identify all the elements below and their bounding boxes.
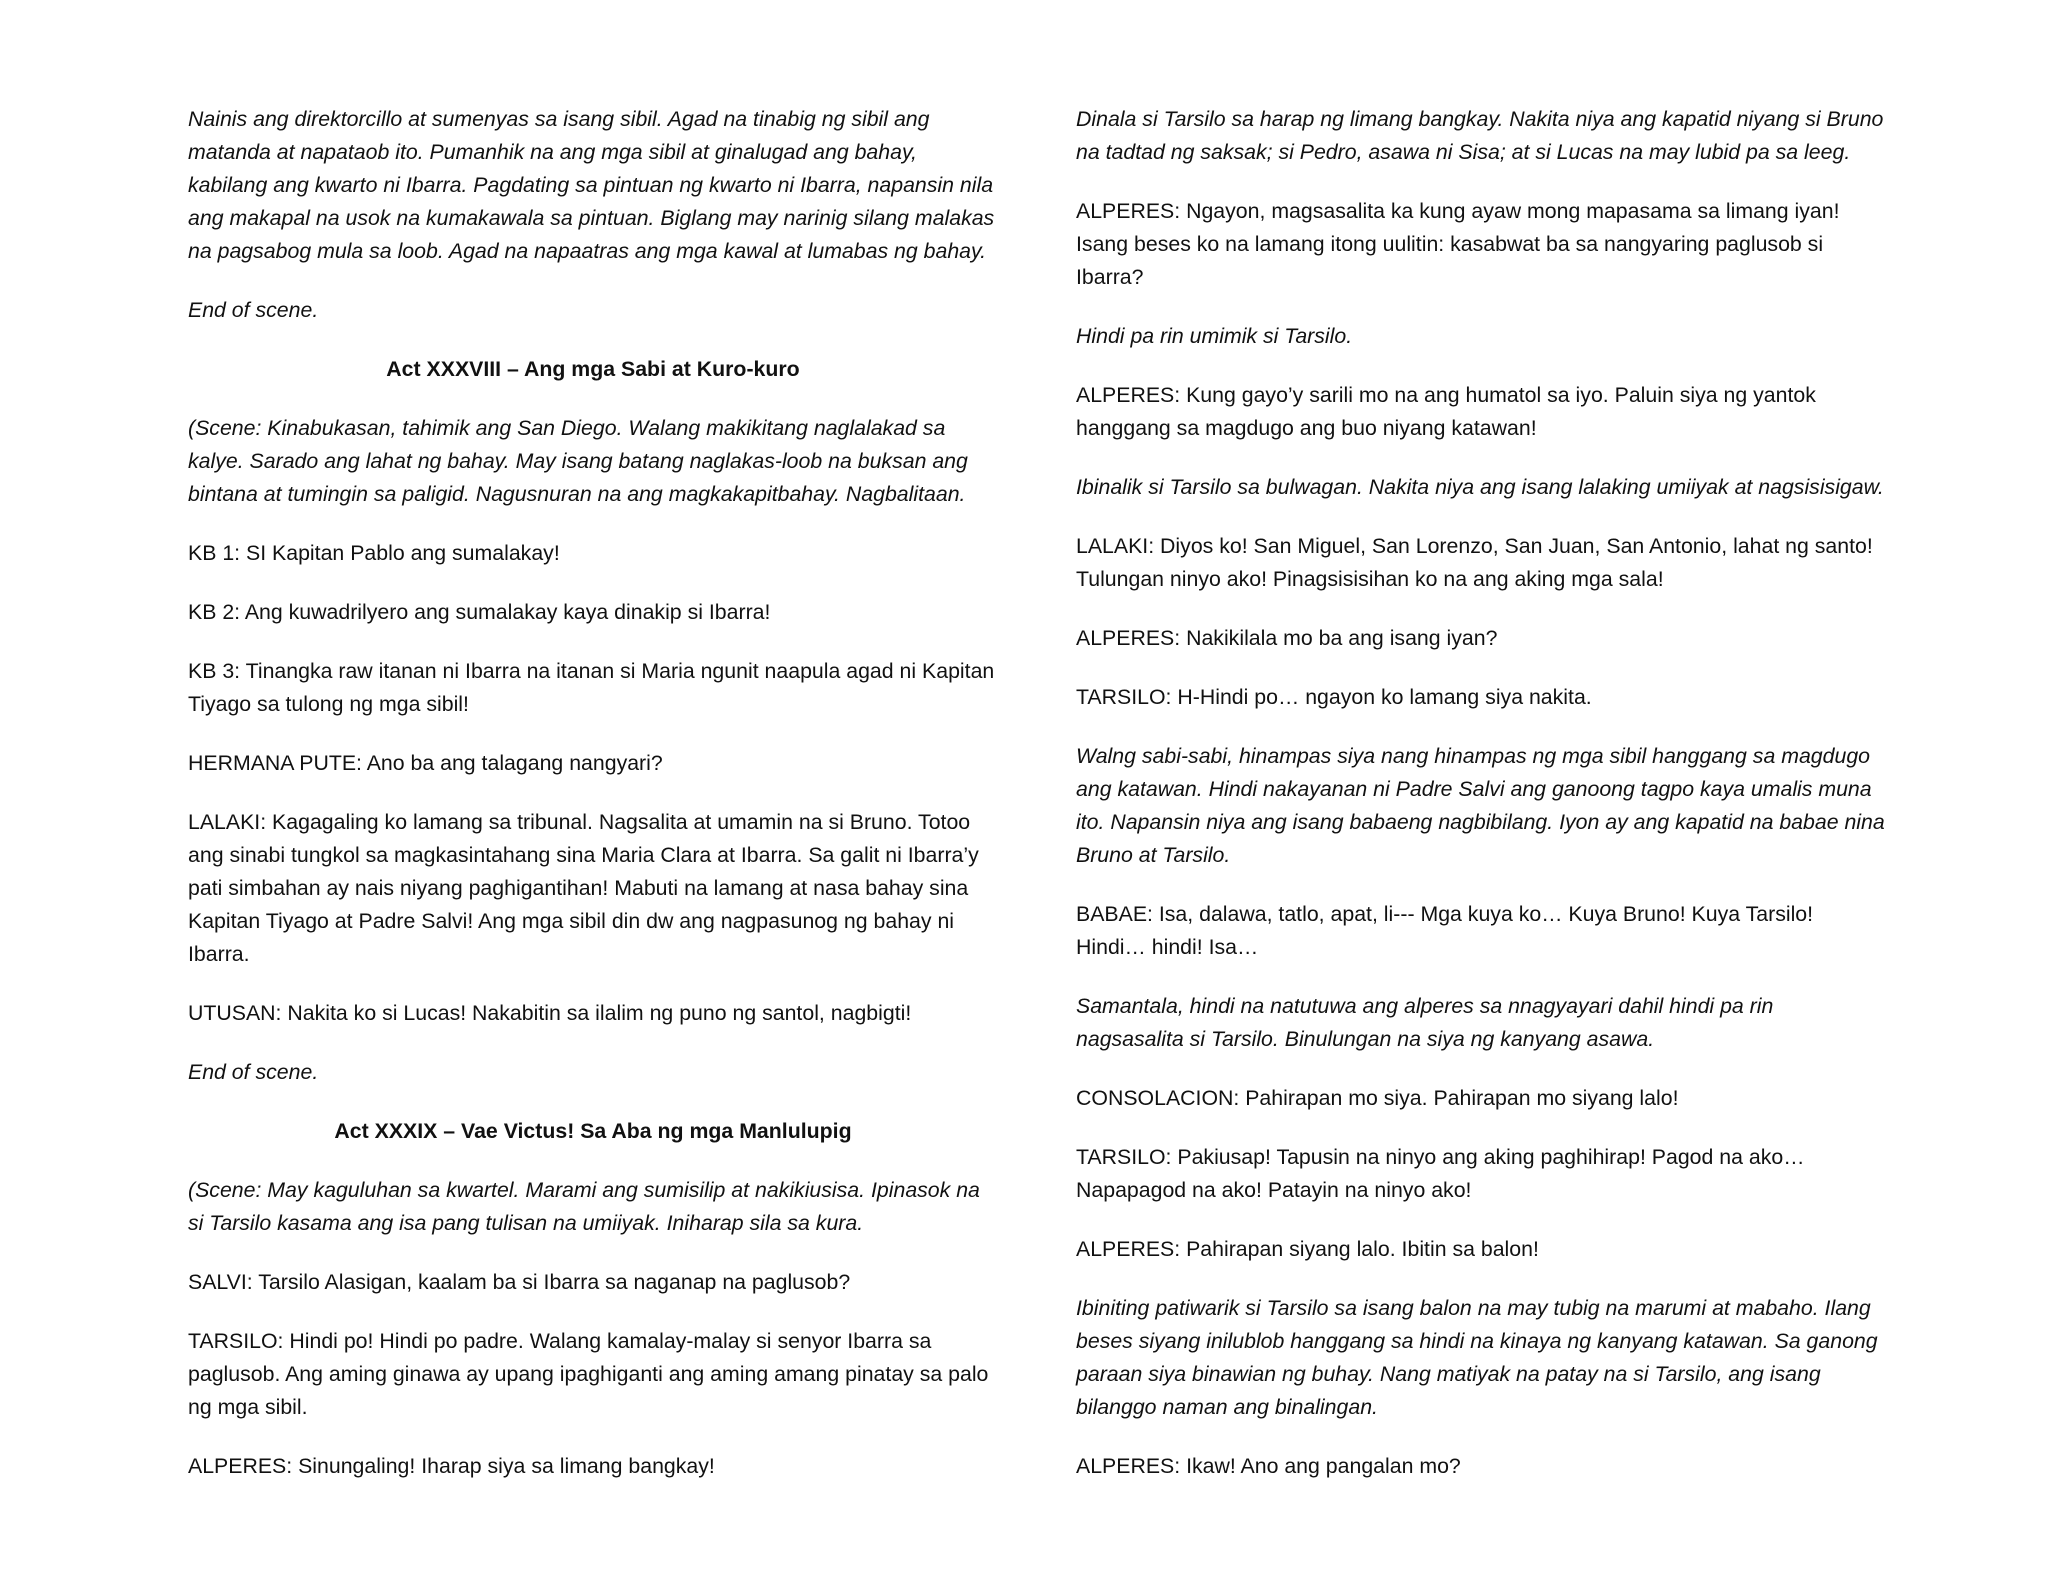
- dialogue-line: ALPERES: Sinungaling! Iharap siya sa limang bangkay!: [188, 1454, 715, 1478]
- dialogue-line: TARSILO: Pakiusap! Tapusin na ninyo ang aking paghihirap! Pagod na ako… Napapagod na ako! Patayin na ninyo ako!: [1076, 1145, 1805, 1202]
- stage-direction: Nainis ang direktorcillo at sumenyas sa isang sibil. Agad na tinabig ng sibil ang matanda at napataob ito. Pumanhik na ang mga sibil at ginalugad ang bahay, kabilang ang kwarto ni Ibarra. Pagdating sa pintuan ng kwarto ni Ibarra, napansin nila ang makapal na usok na kumakawala sa pintuan. Biglang may narinig silang malakas na pagsabog mula sa loob. Agad na napaatras ang mga kawal at lumabas ng bahay.: [188, 107, 995, 263]
- dialogue-line: LALAKI: Kagagaling ko lamang sa tribunal. Nagsalita at umamin na si Bruno. Totoo ang sinabi tungkol sa magkasintahang sina Maria Clara at Ibarra. Sa galit ni Ibarra’y pati simbahan ay nais niyang paghigantihan! Mabuti na lamang at nasa bahay sina Kapitan Tiyago at Padre Salvi! Ang mga sibil din dw ang nagpasunog ng bahay ni Ibarra.: [188, 810, 979, 966]
- scene-description: (Scene: May kaguluhan sa kwartel. Marami ang sumisilip at nakikiusisa. Ipinasok na si Tarsilo kasama ang isa pang tulisan na umiiyak. Iniharap sila sa kura.: [188, 1178, 980, 1235]
- stage-direction: Walng sabi-sabi, hinampas siya nang hinampas ng mga sibil hanggang sa magdugo ang katawan. Hindi nakayanan ni Padre Salvi ang ganoong tagpo kaya umalis muna ito. Napansin niya ang isang babaeng nagbibilang. Iyon ay ang kapatid na babae nina Bruno at Tarsilo.: [1076, 744, 1885, 867]
- stage-direction: Ibiniting patiwarik si Tarsilo sa isang balon na may tubig na marumi at mabaho. Ilang beses siyang inilublob hanggang sa hindi na kinaya ng kanyang katawan. Sa ganong paraan siya binawian ng buhay. Nang matiyak na patay na si Tarsilo, ang isang bilanggo naman ang binalingan.: [1076, 1296, 1878, 1419]
- dialogue-line: ALPERES: Kung gayo’y sarili mo na ang humatol sa iyo. Paluin siya ng yantok hanggang sa magdugo ang buo niyang katawan!: [1076, 383, 1816, 440]
- stage-direction: Dinala si Tarsilo sa harap ng limang bangkay. Nakita niya ang kapatid niyang si Bruno na tadtad ng saksak; si Pedro, asawa ni Sisa; at si Lucas na may lubid pa sa leeg.: [1076, 107, 1884, 164]
- act-heading: Act XXXVIII – Ang mga Sabi at Kuro-kuro: [386, 357, 800, 381]
- end-of-scene: End of scene.: [188, 1060, 319, 1084]
- end-of-scene: End of scene.: [188, 298, 319, 322]
- dialogue-line: KB 2: Ang kuwadrilyero ang sumalakay kaya dinakip si Ibarra!: [188, 600, 771, 624]
- dialogue-line: ALPERES: Ngayon, magsasalita ka kung ayaw mong mapasama sa limang iyan! Isang beses ko na lamang itong uulitin: kasabwat ba sa nangyaring paglusob si Ibarra?: [1076, 199, 1840, 289]
- dialogue-line: LALAKI: Diyos ko! San Miguel, San Lorenzo, San Juan, San Antonio, lahat ng santo! Tulungan ninyo ako! Pinagsisisihan ko na ang aking mga sala!: [1076, 534, 1873, 591]
- dialogue-line: HERMANA PUTE: Ano ba ang talagang nangyari?: [188, 751, 663, 775]
- dialogue-line: KB 1: SI Kapitan Pablo ang sumalakay!: [188, 541, 560, 565]
- dialogue-line: BABAE: Isa, dalawa, tatlo, apat, li--- Mga kuya ko… Kuya Bruno! Kuya Tarsilo! Hindi… hindi! Isa…: [1076, 902, 1814, 959]
- stage-direction: Ibinalik si Tarsilo sa bulwagan. Nakita niya ang isang lalaking umiiyak at nagsisisigaw.: [1076, 475, 1884, 499]
- dialogue-line: UTUSAN: Nakita ko si Lucas! Nakabitin sa ilalim ng puno ng santol, nagbigti!: [188, 1001, 912, 1025]
- dialogue-line: CONSOLACION: Pahirapan mo siya. Pahirapan mo siyang lalo!: [1076, 1086, 1679, 1110]
- act-heading: Act XXXIX – Vae Victus! Sa Aba ng mga Manlulupig: [334, 1119, 852, 1143]
- stage-direction: Samantala, hindi na natutuwa ang alperes sa nnagyayari dahil hindi pa rin nagsasalita si Tarsilo. Binulungan na siya ng kanyang asawa.: [1076, 994, 1774, 1051]
- scene-description: (Scene: Kinabukasan, tahimik ang San Diego. Walang makikitang naglalakad sa kalye. Sarado ang lahat ng bahay. May isang batang naglakas-loob na buksan ang bintana at tumingin sa paligid. Nagusnuran na ang magkakapitbahay. Nagbalitaan.: [188, 416, 968, 506]
- dialogue-line: TARSILO: H-Hindi po… ngayon ko lamang siya nakita.: [1076, 685, 1592, 709]
- dialogue-line: ALPERES: Pahirapan siyang lalo. Ibitin sa balon!: [1076, 1237, 1539, 1261]
- dialogue-line: ALPERES: Ikaw! Ano ang pangalan mo?: [1076, 1454, 1461, 1478]
- dialogue-line: ALPERES: Nakikilala mo ba ang isang iyan?: [1076, 626, 1498, 650]
- dialogue-line: SALVI: Tarsilo Alasigan, kaalam ba si Ibarra sa naganap na paglusob?: [188, 1270, 851, 1294]
- stage-direction: Hindi pa rin umimik si Tarsilo.: [1076, 324, 1353, 348]
- dialogue-line: KB 3: Tinangka raw itanan ni Ibarra na itanan si Maria ngunit naapula agad ni Kapitan Tiyago sa tulong ng mga sibil!: [188, 659, 995, 716]
- left-column: [188, 103, 998, 1509]
- dialogue-line: TARSILO: Hindi po! Hindi po padre. Walang kamalay-malay si senyor Ibarra sa paglusob. Ang aming ginawa ay upang ipaghiganti ang aming amang pinatay sa palo ng mga sibil.: [188, 1329, 989, 1419]
- right-column: [1076, 103, 1886, 1509]
